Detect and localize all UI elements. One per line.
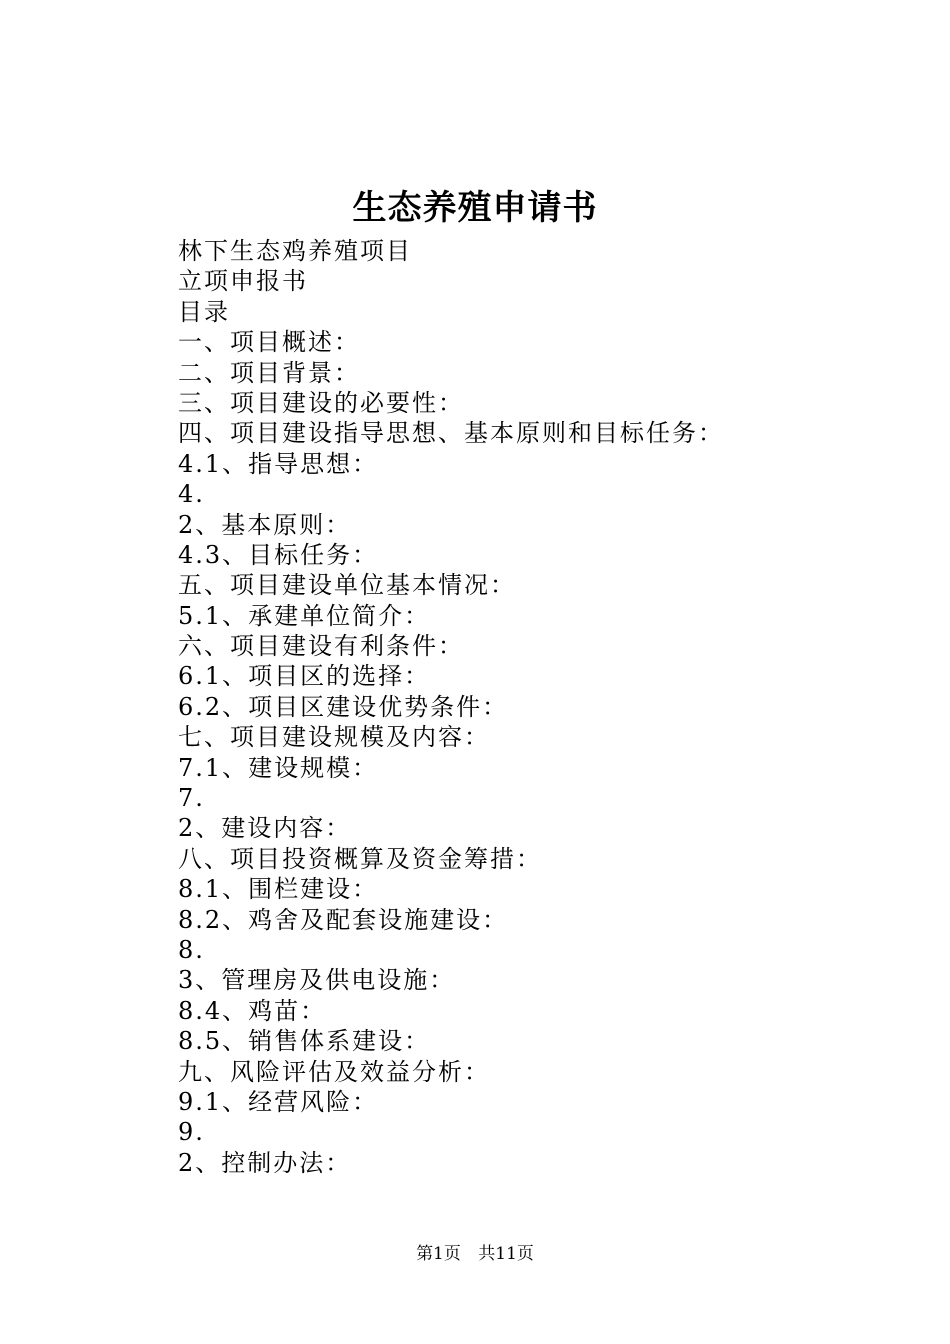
- document-title: 生态养殖申请书: [352, 188, 598, 228]
- toc-item: 二、项目背景：: [178, 358, 360, 387]
- toc-item: 8.1、围栏建设：: [178, 875, 379, 904]
- toc-item: 三、项目建设的必要性：: [178, 388, 464, 417]
- toc-item: 8.: [178, 935, 205, 964]
- toc-item: 五、项目建设单位基本情况：: [178, 571, 516, 600]
- toc-item: 9.1、经营风险：: [178, 1087, 379, 1116]
- toc-item: 八、项目投资概算及资金筹措：: [178, 844, 542, 873]
- toc-item: 8.2、鸡舍及配套设施建设：: [178, 905, 509, 934]
- toc-item: 6.1、项目区的选择：: [178, 662, 431, 691]
- toc-item: 4.: [178, 480, 205, 509]
- toc-item: 七、项目建设规模及内容：: [178, 723, 490, 752]
- text-line: 立项申报书: [178, 267, 308, 296]
- toc-item: 8.4、鸡苗：: [178, 996, 327, 1025]
- toc-item: 2、基本原则：: [178, 510, 352, 539]
- toc-item: 5.1、承建单位简介：: [178, 601, 431, 630]
- toc-item: 一、项目概述：: [178, 328, 360, 357]
- toc-item: 3、管理房及供电设施：: [178, 966, 456, 995]
- page-footer: [0, 1242, 950, 1266]
- toc-item: 4.1、指导思想：: [178, 449, 379, 478]
- toc-item: 四、项目建设指导思想、基本原则和目标任务：: [178, 419, 724, 448]
- text-line: 林下生态鸡养殖项目: [178, 237, 412, 265]
- toc-item: 8.5、销售体系建设：: [178, 1027, 431, 1056]
- toc-item: 九、风险评估及效益分析：: [178, 1057, 490, 1086]
- toc-item: 4.3、目标任务：: [178, 540, 379, 569]
- toc-item: 2、控制办法：: [178, 1148, 352, 1177]
- page-total: 共11页: [478, 1244, 534, 1264]
- page-number: 第1页: [416, 1244, 461, 1264]
- table-of-contents: [178, 236, 878, 1178]
- toc-item: 6.2、项目区建设优势条件：: [178, 692, 509, 721]
- text-line: 目录: [178, 297, 230, 326]
- toc-item: 六、项目建设有利条件：: [178, 632, 464, 661]
- toc-item: 2、建设内容：: [178, 814, 352, 843]
- toc-item: 7.1、建设规模：: [178, 753, 379, 782]
- toc-item: 9.: [178, 1118, 205, 1147]
- toc-item: 7.: [178, 784, 205, 813]
